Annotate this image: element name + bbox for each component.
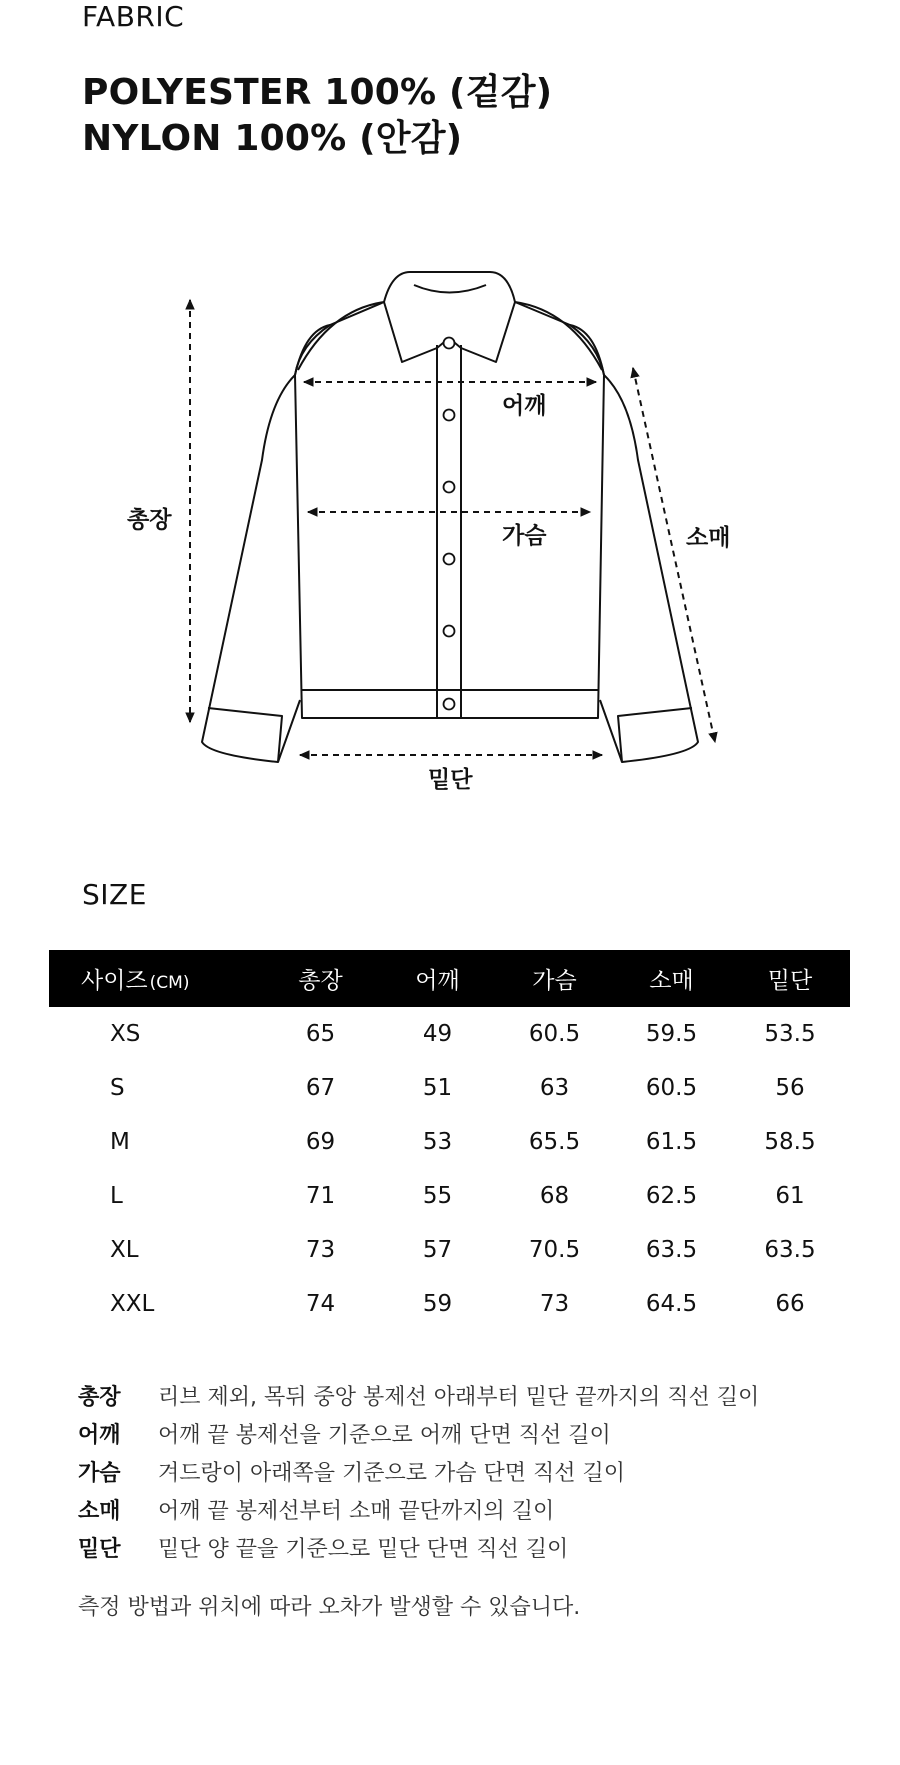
value-cell: 60.5: [528, 1021, 581, 1047]
definition-term: 밑단: [78, 1536, 121, 1562]
button-3: [444, 482, 455, 493]
definition-term: 소매: [78, 1498, 121, 1524]
value-cell: 51: [422, 1075, 453, 1101]
size-cell: XXL: [110, 1291, 155, 1317]
value-cell: 55: [422, 1183, 453, 1209]
definition-desc: 밑단 양 끝을 기준으로 밑단 단면 직선 길이: [158, 1536, 569, 1562]
fabric-composition-lining: NYLON 100% (안감): [82, 118, 463, 159]
table-row: [49, 1115, 850, 1169]
value-cell: 53.5: [764, 1021, 816, 1047]
definition-row: [78, 1452, 878, 1490]
buttons: [444, 338, 455, 710]
sleeve-arrow: [633, 368, 715, 742]
right-cuff: [618, 708, 692, 762]
jacket-body: [295, 302, 604, 718]
placket: [437, 345, 461, 718]
label-sleeve: 소매: [686, 525, 731, 551]
value-cell: 63.5: [645, 1237, 698, 1263]
value-cell: 71: [305, 1183, 336, 1209]
button-2: [444, 410, 455, 421]
table-row: [49, 1277, 850, 1331]
definition-row: [78, 1490, 878, 1528]
left-cuff: [208, 708, 282, 762]
measurement-labels: [127, 392, 730, 793]
size-cell: XL: [110, 1237, 139, 1263]
label-total-length: 총장: [127, 507, 172, 533]
table-row: [49, 1223, 850, 1277]
value-cell: 59: [422, 1291, 453, 1317]
value-cell: 53: [422, 1129, 453, 1155]
definition-term: 어깨: [78, 1422, 121, 1448]
fabric-section-title: FABRIC: [82, 0, 185, 33]
size-cell: L: [110, 1183, 123, 1209]
value-cell: 58.5: [764, 1129, 816, 1155]
value-cell: 61.5: [645, 1129, 698, 1155]
value-cell: 74: [305, 1291, 336, 1317]
button-4: [444, 554, 455, 565]
value-cell: 61: [775, 1183, 805, 1209]
value-cell: 65: [305, 1021, 336, 1047]
value-cell: 65.5: [528, 1129, 581, 1155]
definition-row: [78, 1414, 878, 1452]
size-section-title: SIZE: [82, 878, 147, 911]
value-cell: 67: [305, 1075, 336, 1101]
header-size-label: 사이즈: [81, 968, 148, 994]
value-cell: 59.5: [645, 1021, 698, 1047]
label-hem: 밑단: [428, 767, 473, 793]
size-table: [49, 950, 850, 1331]
table-row: [49, 1007, 850, 1061]
value-cell: 66: [775, 1291, 805, 1317]
label-shoulder: 어깨: [502, 393, 547, 419]
value-cell: 56: [775, 1075, 805, 1101]
value-cell: 60.5: [645, 1075, 698, 1101]
value-cell: 73: [305, 1237, 336, 1263]
header-chest: 가슴: [532, 968, 577, 994]
value-cell: 68: [539, 1183, 570, 1209]
value-cell: 62.5: [645, 1183, 698, 1209]
value-cell: 63.5: [764, 1237, 816, 1263]
value-cell: 70.5: [528, 1237, 581, 1263]
header-size: [49, 950, 262, 1007]
definition-term: 총장: [78, 1384, 121, 1410]
definition-desc: 어깨 끝 봉제선부터 소매 끝단까지의 길이: [158, 1498, 555, 1524]
jacket-measurement-diagram: [0, 250, 900, 810]
button-5: [444, 626, 455, 637]
collar-inner: [414, 285, 486, 293]
value-cell: 49: [422, 1021, 453, 1047]
value-cell: 64.5: [645, 1291, 698, 1317]
header-shoulder: 어깨: [415, 968, 460, 994]
header-sleeve: 소매: [649, 968, 694, 994]
value-cell: 69: [305, 1129, 336, 1155]
definition-row: [78, 1376, 878, 1414]
measurement-lines: [190, 300, 715, 755]
header-hem: 밑단: [767, 968, 813, 994]
label-chest: 가슴: [502, 523, 547, 549]
measurement-note: 측정 방법과 위치에 따라 오차가 발생할 수 있습니다.: [78, 1595, 581, 1620]
definition-row: [78, 1528, 878, 1566]
size-cell: XS: [110, 1021, 141, 1047]
table-row: [49, 1061, 850, 1115]
right-sleeve: [600, 375, 698, 762]
left-sleeve: [202, 375, 300, 762]
size-cell: S: [110, 1075, 125, 1101]
header-total-length: 총장: [298, 968, 343, 994]
value-cell: 73: [539, 1291, 570, 1317]
header-size-unit: (CM): [149, 973, 190, 993]
table-row: [49, 1169, 850, 1223]
value-cell: 57: [422, 1237, 453, 1263]
definition-desc: 겨드랑이 아래쪽을 기준으로 가슴 단면 직선 길이: [158, 1460, 626, 1486]
size-cell: M: [110, 1129, 130, 1155]
size-table-header: [49, 950, 850, 1007]
definition-desc: 리브 제외, 목뒤 중앙 봉제선 아래부터 밑단 끝까지의 직선 길이: [158, 1384, 760, 1410]
definition-desc: 어깨 끝 봉제선을 기준으로 어깨 단면 직선 길이: [158, 1422, 611, 1448]
measurement-definitions: [78, 1376, 878, 1566]
button-6: [444, 699, 455, 710]
value-cell: 63: [539, 1075, 570, 1101]
definition-term: 가슴: [78, 1460, 121, 1486]
fabric-composition-outer: POLYESTER 100% (겉감): [82, 72, 553, 113]
button-1: [444, 338, 455, 349]
